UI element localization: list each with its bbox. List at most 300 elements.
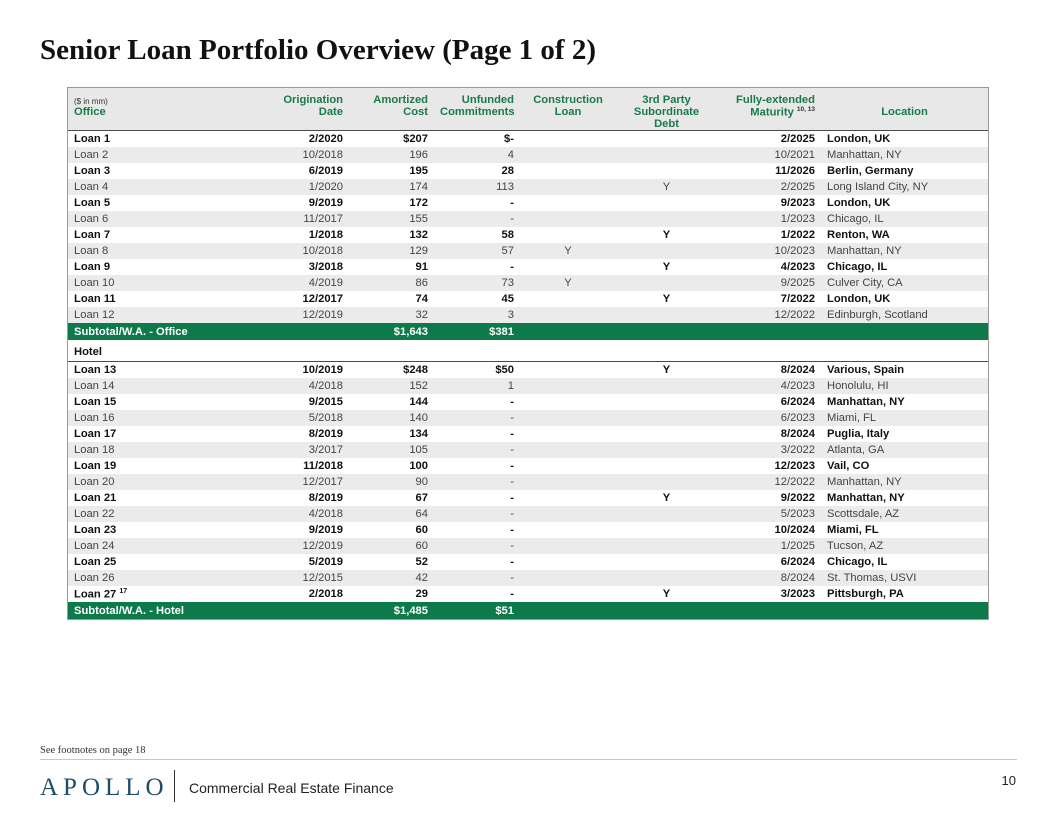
cell-unfunded: - [510,428,514,440]
table-row [68,410,988,426]
cell-origination: 4/2018 [194,378,349,394]
unit-note: ($ in mm) [68,88,194,106]
cell-loan [68,362,194,379]
cell-third-party [616,147,717,163]
cell-construction [520,570,616,586]
cell-amortized-cost: 90 [349,474,434,490]
header-amortized-1: Amortized [349,88,434,106]
header-location: Location [821,106,988,131]
table-row [68,570,988,586]
cell-loan [68,554,194,570]
cell-construction: Y [520,275,616,291]
cell-loan [68,442,194,458]
cell-loan [68,394,194,410]
page-title: Senior Loan Portfolio Overview (Page 1 of 2) [40,34,596,66]
cell-construction [520,522,616,538]
subtotal-row [68,602,988,619]
cell-loan [68,506,194,522]
cell-amortized-cost: 64 [349,506,434,522]
loan-name: Loan 9 [74,261,111,273]
cell-construction [520,362,616,379]
cell-maturity: 12/2023 [774,460,815,472]
cell-location: Chicago, IL [827,261,888,273]
subtotal-label: Subtotal/W.A. - Office [68,323,194,341]
cell-origination: 9/2019 [308,197,343,209]
cell-location: Various, Spain [827,364,905,376]
table-row [68,394,988,410]
cell-loan [68,179,194,195]
cell-construction [520,458,616,474]
cell-amortized-cost: 132 [409,229,428,241]
cell-third-party [616,522,717,538]
loan-name: Loan 17 [74,428,117,440]
cell-location: Manhattan, NY [821,243,988,259]
cell-unfunded: - [510,492,514,504]
cell-unfunded: 3 [434,307,520,323]
loan-name: Loan 18 [74,444,115,456]
cell-amortized-cost: 195 [409,165,428,177]
cell-amortized-cost: 196 [349,147,434,163]
cell-loan [68,147,194,163]
cell-third-party [616,538,717,554]
cell-amortized-cost: 60 [415,524,428,536]
table-row [68,506,988,522]
table-row [68,474,988,490]
cell-loan [68,426,194,442]
cell-third-party [616,554,717,570]
cell-location: Atlanta, GA [821,442,988,458]
cell-construction [520,307,616,323]
cell-loan [68,410,194,426]
cell-loan [68,227,194,243]
cell-origination: 3/2018 [308,261,343,273]
footnote-reference: See footnotes on page 18 [40,745,146,756]
subtotal-unfunded: $51 [434,602,520,619]
cell-third-party: Y [662,229,671,241]
cell-location: Honolulu, HI [821,378,988,394]
header-construction-1: Construction [520,88,616,106]
cell-third-party: Y [662,261,671,273]
cell-location: Chicago, IL [827,556,888,568]
cell-origination: 6/2019 [308,165,343,177]
cell-location: Long Island City, NY [821,179,988,195]
cell-location: Miami, FL [821,410,988,426]
cell-construction: Y [520,243,616,259]
cell-third-party [616,394,717,410]
table-row [68,490,988,506]
cell-construction [520,426,616,442]
cell-unfunded: 113 [434,179,520,195]
cell-amortized-cost: $248 [403,364,428,376]
table-row [68,442,988,458]
cell-origination: 1/2020 [194,179,349,195]
loan-name: Loan 25 [74,556,117,568]
cell-maturity: 10/2024 [774,524,815,536]
cell-unfunded: $- [504,133,514,145]
cell-maturity: 12/2022 [717,474,821,490]
cell-loan [68,522,194,538]
cell-amortized-cost: 67 [415,492,428,504]
cell-loan [68,458,194,474]
cell-unfunded: 58 [501,229,514,241]
loan-name: Loan 22 [74,508,115,520]
loan-name: Loan 15 [74,396,117,408]
cell-third-party: Y [662,492,671,504]
cell-maturity: 1/2025 [717,538,821,554]
hotel-subtotal [68,602,988,619]
cell-maturity: 9/2022 [780,492,815,504]
cell-loan [68,195,194,211]
cell-construction [520,179,616,195]
cell-unfunded: - [434,410,520,426]
cell-maturity: 5/2023 [717,506,821,522]
subtotal-label: Subtotal/W.A. - Hotel [68,602,194,619]
cell-maturity: 3/2023 [780,588,815,600]
cell-origination: 9/2019 [308,524,343,536]
header-unfunded-1: Unfunded [434,88,520,106]
cell-origination: 3/2017 [194,442,349,458]
cell-unfunded: - [434,506,520,522]
cell-amortized-cost: 152 [349,378,434,394]
cell-third-party [616,410,717,426]
cell-loan [68,131,194,148]
cell-origination: 2/2020 [308,133,343,145]
cell-construction [520,211,616,227]
cell-unfunded: - [510,588,514,600]
table-row [68,586,988,602]
table-row [68,131,988,148]
table-row [68,426,988,442]
cell-unfunded: 28 [501,165,514,177]
cell-third-party: Y [662,364,671,376]
cell-unfunded: - [510,460,514,472]
cell-location: Edinburgh, Scotland [821,307,988,323]
cell-origination: 12/2017 [302,293,343,305]
cell-amortized-cost: 86 [349,275,434,291]
cell-loan [68,275,194,291]
header-origination-1: Origination [194,88,349,106]
table-row [68,522,988,538]
cell-third-party [616,275,717,291]
cell-amortized-cost: 105 [349,442,434,458]
loan-name: Loan 12 [74,309,115,321]
cell-origination: 4/2019 [194,275,349,291]
header-amortized-2: Cost [349,106,434,131]
cell-construction [520,291,616,307]
cell-origination: 5/2018 [194,410,349,426]
cell-unfunded: - [434,474,520,490]
loan-name: Loan 10 [74,277,115,289]
cell-location: Berlin, Germany [827,165,914,177]
subtotal-cost: $1,643 [349,323,434,341]
cell-unfunded: - [434,538,520,554]
cell-origination: 5/2019 [308,556,343,568]
cell-third-party [616,131,717,148]
table-row [68,163,988,179]
cell-origination: 1/2018 [308,229,343,241]
cell-location: Scottsdale, AZ [821,506,988,522]
table-row [68,195,988,211]
cell-maturity: 2/2025 [717,179,821,195]
cell-location: Manhattan, NY [827,396,905,408]
cell-loan [68,291,194,307]
header-construction-2: Loan [520,106,616,131]
cell-loan [68,307,194,323]
cell-location: Miami, FL [827,524,879,536]
cell-construction [520,538,616,554]
cell-maturity: 9/2023 [780,197,815,209]
cell-maturity: 6/2023 [717,410,821,426]
cell-origination: 12/2017 [194,474,349,490]
cell-location: Manhattan, NY [821,147,988,163]
cell-unfunded: 45 [501,293,514,305]
cell-third-party [616,426,717,442]
cell-third-party [616,163,717,179]
cell-origination: 11/2017 [194,211,349,227]
loan-name: Loan 26 [74,572,115,584]
loan-name: Loan 27 [74,588,117,601]
loan-name: Loan 20 [74,476,115,488]
cell-construction [520,442,616,458]
cell-amortized-cost: 155 [349,211,434,227]
cell-location: Manhattan, NY [821,474,988,490]
cell-amortized-cost: 91 [415,261,428,273]
cell-origination: 11/2018 [303,460,343,472]
table-row [68,275,988,291]
cell-amortized-cost: 140 [349,410,434,426]
loan-name: Loan 23 [74,524,117,536]
cell-third-party [616,506,717,522]
loan-name: Loan 13 [74,364,117,376]
cell-construction [520,506,616,522]
cell-origination: 2/2018 [308,588,343,600]
cell-loan [68,259,194,275]
cell-unfunded: $50 [495,364,514,376]
cell-amortized-cost: 42 [349,570,434,586]
cell-unfunded: - [510,396,514,408]
cell-origination: 8/2019 [308,428,343,440]
cell-unfunded: 73 [434,275,520,291]
table-row [68,179,988,195]
cell-origination: 4/2018 [194,506,349,522]
header-maturity-2 [717,106,821,131]
division-name: Commercial Real Estate Finance [189,780,394,796]
table-row [68,291,988,307]
cell-maturity: 2/2025 [780,133,815,145]
cell-construction [520,195,616,211]
cell-maturity: 1/2022 [780,229,815,241]
header-unfunded-2: Commitments [434,106,520,131]
apollo-logo: APOLLO [40,774,169,801]
cell-construction [520,394,616,410]
cell-amortized-cost: 144 [409,396,428,408]
cell-maturity: 8/2024 [780,428,815,440]
cell-maturity: 12/2022 [717,307,821,323]
loan-name: Loan 14 [74,380,115,392]
cell-origination: 9/2015 [308,396,343,408]
loan-name: Loan 6 [74,213,109,225]
cell-third-party [616,243,717,259]
cell-origination: 12/2015 [194,570,349,586]
loan-name: Loan 11 [74,293,116,305]
cell-amortized-cost: 100 [409,460,428,472]
cell-maturity: 3/2022 [717,442,821,458]
cell-third-party [616,442,717,458]
table-row [68,362,988,379]
cell-maturity: 10/2023 [717,243,821,259]
loan-name: Loan 7 [74,229,111,241]
cell-unfunded: - [510,261,514,273]
cell-amortized-cost: 32 [349,307,434,323]
cell-location: Tucson, AZ [821,538,988,554]
cell-loan [68,211,194,227]
office-subtotal [68,323,988,362]
cell-location: Vail, CO [827,460,870,472]
cell-unfunded: - [510,197,514,209]
cell-third-party: Y [662,588,671,600]
cell-third-party [616,458,717,474]
table-row [68,378,988,394]
cell-maturity: 9/2025 [717,275,821,291]
page-number: 10 [1001,773,1016,788]
table-row [68,458,988,474]
table-row [68,227,988,243]
cell-maturity: 6/2024 [780,556,815,568]
cell-loan [68,243,194,259]
cell-amortized-cost: 60 [349,538,434,554]
cell-construction [520,227,616,243]
cell-construction [520,586,616,602]
loan-name: Loan 2 [74,149,109,161]
subtotal-cost: $1,485 [349,602,434,619]
cell-third-party [616,211,717,227]
cell-construction [520,147,616,163]
loan-name: Loan 5 [74,197,111,209]
cell-construction [520,163,616,179]
cell-third-party [616,378,717,394]
hotel-rows [68,362,988,603]
loan-name: Loan 16 [74,412,115,424]
cell-amortized-cost: 174 [349,179,434,195]
cell-location: Chicago, IL [821,211,988,227]
cell-maturity: 8/2024 [780,364,815,376]
loan-name: Loan 8 [74,245,109,257]
table-row [68,538,988,554]
table-row [68,147,988,163]
header-office: Office [68,106,194,131]
loan-portfolio-table [67,87,989,620]
subtotal-unfunded: $381 [434,323,520,341]
header-maturity-footnote: 10, 13 [796,106,815,113]
cell-maturity: 8/2024 [717,570,821,586]
cell-third-party [616,195,717,211]
loan-name: Loan 3 [74,165,111,177]
cell-location: London, UK [827,133,891,145]
cell-third-party [616,474,717,490]
cell-location: Renton, WA [827,229,890,241]
subtotal-row [68,323,988,341]
cell-unfunded: - [434,442,520,458]
cell-origination: 12/2019 [194,307,349,323]
logo-divider [174,770,175,802]
cell-location: Manhattan, NY [827,492,905,504]
cell-origination: 10/2018 [194,243,349,259]
cell-origination: 10/2018 [194,147,349,163]
cell-construction [520,259,616,275]
header-origination-2: Date [194,106,349,131]
cell-construction [520,131,616,148]
footnote-marker: 17 [119,587,128,595]
cell-location: Pittsburgh, PA [827,588,904,600]
cell-construction [520,378,616,394]
cell-location: St. Thomas, USVI [821,570,988,586]
cell-amortized-cost: 172 [409,197,428,209]
cell-unfunded: - [510,556,514,568]
loan-name: Loan 19 [74,460,117,472]
cell-maturity: 4/2023 [780,261,815,273]
header-third-party-2: Subordinate Debt [616,106,717,131]
cell-maturity: 11/2026 [775,165,815,177]
cell-unfunded: - [510,524,514,536]
loan-name: Loan 1 [74,133,111,145]
loan-name: Loan 21 [74,492,117,504]
cell-amortized-cost: 134 [409,428,428,440]
cell-construction [520,490,616,506]
cell-third-party [616,570,717,586]
cell-maturity: 6/2024 [780,396,815,408]
table-row [68,554,988,570]
cell-origination: 8/2019 [308,492,343,504]
cell-location: Puglia, Italy [827,428,890,440]
cell-loan [68,378,194,394]
cell-amortized-cost: $207 [403,133,428,145]
cell-maturity: 10/2021 [717,147,821,163]
table-row [68,243,988,259]
cell-amortized-cost: 52 [415,556,428,568]
cell-loan [68,490,194,506]
cell-third-party: Y [662,293,671,305]
cell-loan [68,570,194,586]
cell-unfunded: - [434,570,520,586]
cell-loan [68,586,194,602]
cell-maturity: 1/2023 [717,211,821,227]
cell-unfunded: - [434,211,520,227]
cell-construction [520,474,616,490]
cell-amortized-cost: 74 [415,293,428,305]
table-row [68,307,988,323]
cell-maturity: 4/2023 [717,378,821,394]
cell-unfunded: 1 [434,378,520,394]
cell-third-party: Y [616,179,717,195]
section-label: Hotel [68,341,194,362]
section-header-hotel [68,341,988,362]
cell-unfunded: 4 [434,147,520,163]
cell-loan [68,538,194,554]
cell-construction [520,410,616,426]
cell-third-party [616,307,717,323]
cell-unfunded: 57 [434,243,520,259]
loan-name: Loan 24 [74,540,115,552]
cell-location: Culver City, CA [821,275,988,291]
cell-location: London, UK [827,293,891,305]
cell-location: London, UK [827,197,891,209]
footer-divider [40,759,1017,760]
cell-origination: 10/2019 [302,364,343,376]
cell-maturity: 7/2022 [780,293,815,305]
cell-loan [68,474,194,490]
office-rows [68,131,988,324]
table-row [68,259,988,275]
